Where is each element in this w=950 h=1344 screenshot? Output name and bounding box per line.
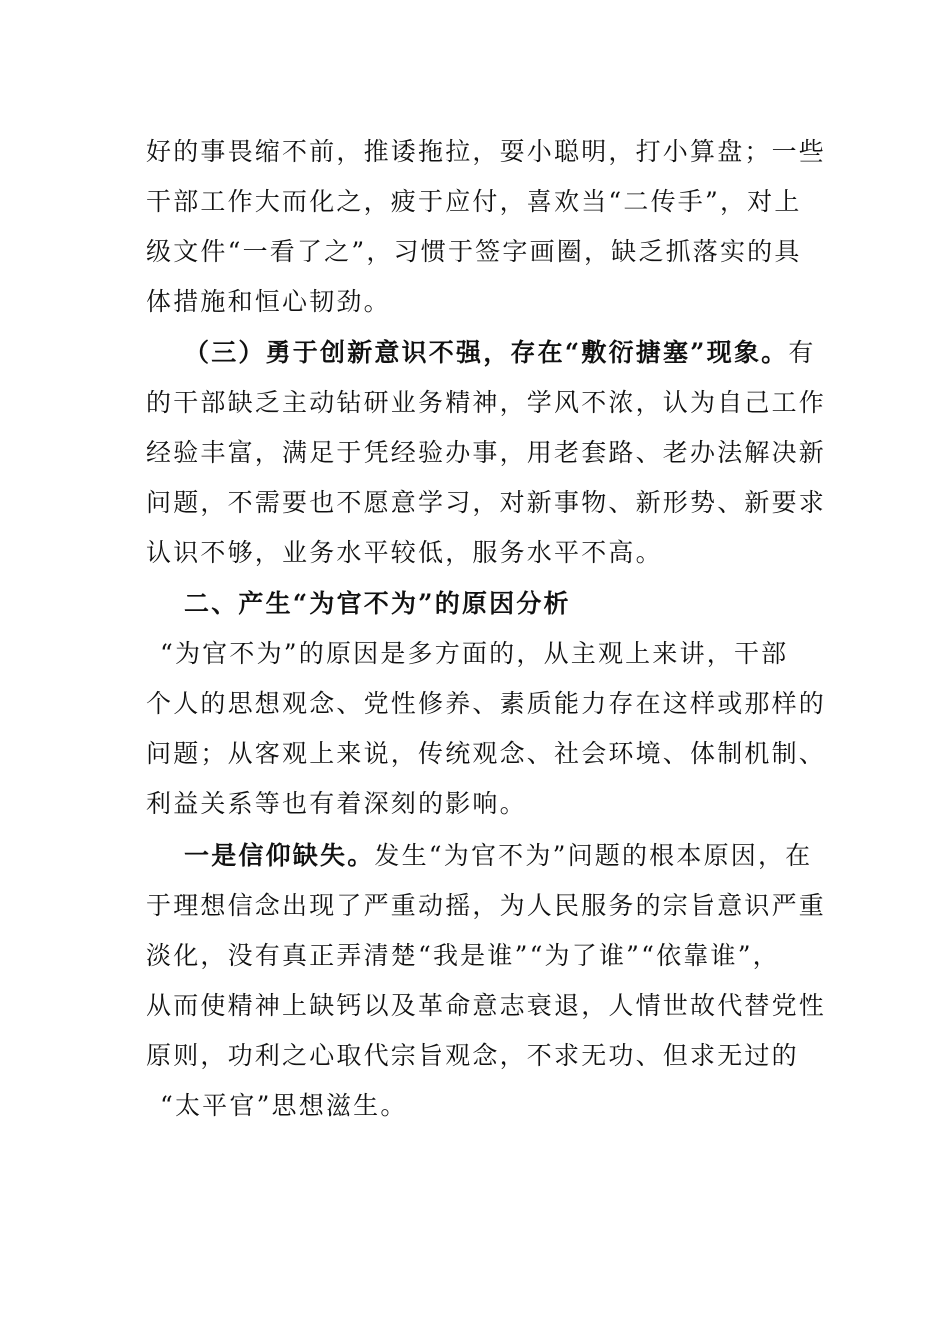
- text-run: “为官不为”的原因是多方面的，从主观上来讲，干部: [160, 639, 789, 668]
- section-heading-2: 二、产生“为官不为”的原因分析: [184, 589, 571, 618]
- paragraph-line-7: [146, 436, 827, 470]
- text-run: 经验丰富，满足于凭经验办事，用老套路、老办法解决新: [146, 438, 827, 467]
- paragraph-line-12: [146, 687, 827, 721]
- paragraph-line-20: [160, 1089, 820, 1123]
- paragraph-line-16: [146, 889, 827, 923]
- paragraph-line-13: [146, 737, 827, 771]
- paragraph-line-17: [146, 939, 806, 973]
- text-run: 问题；从客观上来说，传统观念、社会环境、体制机制、: [146, 739, 827, 768]
- text-run: 级文件“一看了之”，习惯于签字画圈，缺乏抓落实的具: [146, 237, 802, 266]
- text-run: “太平官”思想滋生。: [160, 1091, 408, 1120]
- text-run: 有: [788, 338, 816, 367]
- paragraph-line-9: [146, 536, 806, 570]
- paragraph-line-2: [146, 185, 806, 219]
- text-run: 发生“为官不为”问题的根本原因，在: [374, 841, 813, 870]
- section-heading-3-line: [184, 336, 844, 370]
- paragraph-line-11: [160, 637, 820, 671]
- paragraph-line-18: [146, 989, 827, 1023]
- point-heading-1-line: [184, 839, 844, 873]
- text-run: 个人的思想观念、党性修养、素质能力存在这样或那样的: [146, 689, 827, 718]
- paragraph-line-19: [146, 1039, 806, 1073]
- text-run: 利益关系等也有着深刻的影响。: [146, 789, 527, 818]
- paragraph-line-14: [146, 787, 806, 821]
- text-run: 原则，功利之心取代宗旨观念，不求无功、但求无过的: [146, 1041, 799, 1070]
- text-run: 认识不够，业务水平较低，服务水平不高。: [146, 538, 663, 567]
- text-run: 从而使精神上缺钙以及革命意志衰退，人情世故代替党性: [146, 991, 827, 1020]
- text-run: 于理想信念出现了严重动摇，为人民服务的宗旨意识严重: [146, 891, 827, 920]
- paragraph-line-4: [146, 285, 806, 319]
- text-run: 问题，不需要也不愿意学习，对新事物、新形势、新要求: [146, 488, 827, 517]
- paragraph-line-8: [146, 486, 827, 520]
- text-run: 的干部缺乏主动钻研业务精神，学风不浓，认为自己工作: [146, 388, 827, 417]
- text-run: 干部工作大而化之，疲于应付，喜欢当“二传手”，对上: [146, 187, 802, 216]
- text-run: 体措施和恒心韧劲。: [146, 287, 391, 316]
- paragraph-line-3: [146, 235, 806, 269]
- point-heading-1: 一是信仰缺失。: [184, 841, 375, 870]
- text-run: 淡化，没有真正弄清楚“我是谁”“为了谁”“依靠谁”，: [146, 941, 780, 970]
- section-heading-3: （三）勇于创新意识不强，存在“敷衍搪塞”现象。: [184, 338, 789, 367]
- paragraph-line-6: [146, 386, 827, 420]
- paragraph-line-1: [146, 135, 827, 169]
- section-heading-2-line: [184, 587, 844, 621]
- text-run: 好的事畏缩不前，推诿拖拉，耍小聪明，打小算盘；一些: [146, 137, 827, 166]
